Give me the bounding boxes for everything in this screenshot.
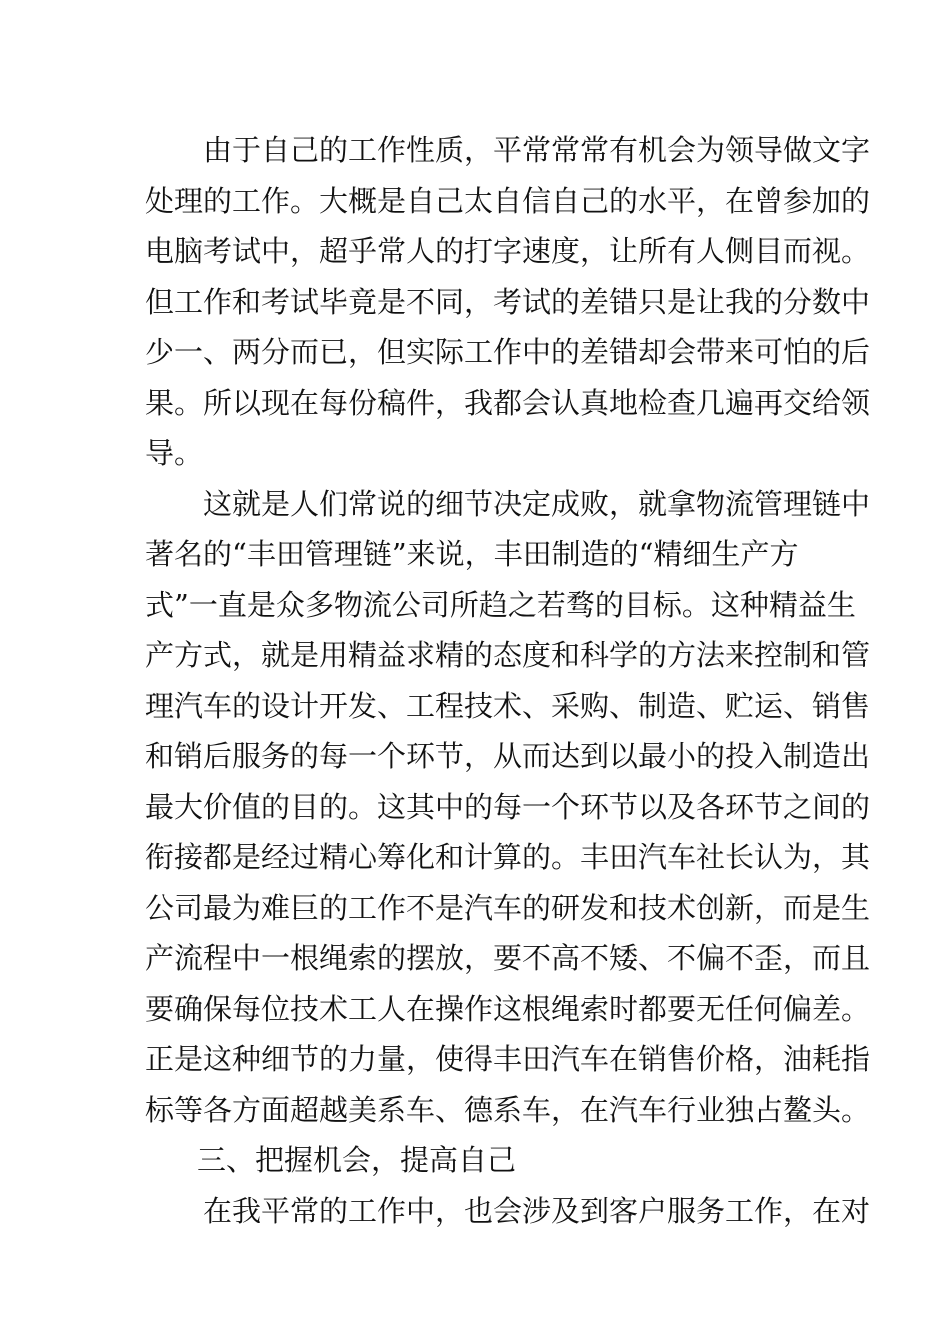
paragraph-1-line-2: 处理的工作。大概是自己太自信自己的水平，在曾参加的	[145, 183, 871, 218]
document-body	[145, 125, 871, 1236]
paragraph-1-line-1: 由于自己的工作性质，平常常常有机会为领导做文字	[203, 133, 871, 167]
paragraph-2-line-8: 衔接都是经过精心筹化和计算的。丰田汽车社长认为，其	[145, 840, 871, 874]
paragraph-1-line-7: 导。	[145, 436, 204, 470]
paragraph-2-line-12: 正是这种细节的力量，使得丰田汽车在销售价格，油耗指	[145, 1042, 871, 1076]
paragraph-2-line-7: 最大价值的目的。这其中的每一个环节以及各环节之间的	[145, 789, 871, 824]
paragraph-1-line-5: 少一、两分而已，但实际工作中的差错却会带来可怕的后	[145, 335, 871, 369]
paragraph-2-line-5: 理汽车的设计开发、工程技术、采购、制造、贮运、销售	[145, 688, 871, 723]
paragraph-1-line-4: 但工作和考试毕竟是不同，考试的差错只是让我的分数中	[145, 284, 871, 319]
paragraph-2-line-13: 标等各方面超越美系车、德系车，在汽车行业独占鳌头。	[145, 1092, 871, 1127]
paragraph-2-line-3: 式”一直是众多物流公司所趋之若骛的目标。这种精益生	[145, 587, 856, 622]
paragraph-2-line-6: 和销后服务的每一个环节，从而达到以最小的投入制造出	[145, 739, 871, 773]
paragraph-2-line-4: 产方式，就是用精益求精的态度和科学的方法来控制和管	[145, 638, 871, 672]
paragraph-2-line-2: 著名的“丰田管理链”来说，丰田制造的“精细生产方	[145, 537, 799, 571]
paragraph-3-line-1: 在我平常的工作中，也会涉及到客户服务工作，在对	[203, 1193, 871, 1228]
paragraph-2-line-11: 要确保每位技术工人在操作这根绳索时都要无任何偏差。	[145, 991, 871, 1026]
paragraph-1-line-6: 果。所以现在每份稿件，我都会认真地检查几遍再交给领	[145, 385, 871, 420]
section-heading: 三、把握机会，提高自己	[197, 1143, 517, 1177]
paragraph-2-line-10: 产流程中一根绳索的摆放，要不高不矮、不偏不歪，而且	[145, 941, 871, 975]
paragraph-1-line-3: 电脑考试中，超乎常人的打字速度，让所有人侧目而视。	[145, 234, 871, 268]
paragraph-2-line-1: 这就是人们常说的细节决定成败，就拿物流管理链中	[203, 486, 871, 521]
paragraph-2-line-9: 公司最为难巨的工作不是汽车的研发和技术创新，而是生	[145, 890, 871, 925]
